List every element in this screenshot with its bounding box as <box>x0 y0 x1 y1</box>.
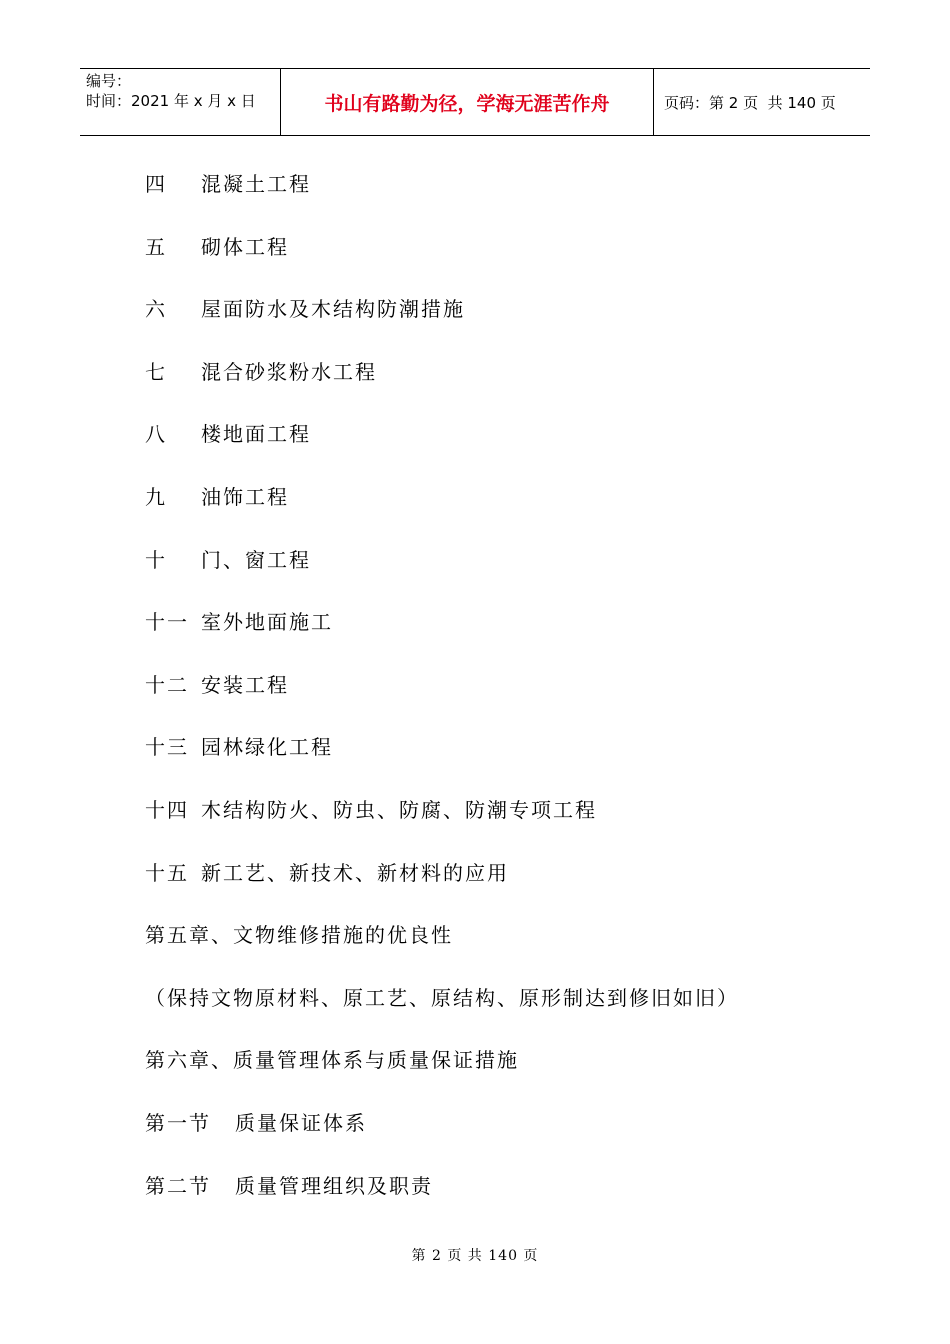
toc-item-title: 油饰工程 <box>201 484 289 509</box>
toc-item-number: 十一 <box>145 610 189 635</box>
section-number: 第一节 <box>145 1110 211 1135</box>
toc-item <box>145 230 845 293</box>
section-title: 质量管理组织及职责 <box>235 1173 433 1198</box>
toc-item-title: 楼地面工程 <box>201 422 311 447</box>
toc-item-number: 六 <box>145 297 167 322</box>
toc-item <box>145 793 845 856</box>
code-label: 编号： <box>86 72 132 90</box>
toc-item-title: 屋面防水及木结构防潮措施 <box>201 297 465 322</box>
toc-item-number: 七 <box>145 359 167 384</box>
toc-item <box>145 480 845 543</box>
toc-item-title: 砌体工程 <box>201 234 289 259</box>
toc-item-title: 安装工程 <box>201 672 289 697</box>
toc-item <box>145 292 845 355</box>
toc-item-title: 混凝土工程 <box>201 172 311 196</box>
page-info-text: 页码：第 2 页 共 140 页 <box>664 93 836 112</box>
toc-item-number: 九 <box>145 484 167 509</box>
toc-item-title: 室外地面施工 <box>201 610 333 635</box>
toc-content <box>145 167 845 1231</box>
toc-item <box>145 167 845 230</box>
toc-item-title: 新工艺、新技术、新材料的应用 <box>201 860 509 885</box>
header-motto: 书山有路勤为径，学海无涯苦作舟 <box>281 69 654 135</box>
toc-item <box>145 668 845 731</box>
toc-item-title: 混合砂浆粉水工程 <box>201 359 377 384</box>
page-footer: 第 2 页 共 140 页 <box>411 1248 539 1264</box>
toc-item <box>145 543 845 606</box>
toc-item-number: 四 <box>145 172 167 196</box>
time-label: 时间：2021 年 x 月 x 日 <box>86 92 256 110</box>
page-header <box>80 68 870 136</box>
toc-item-number: 十 <box>145 547 167 572</box>
toc-item <box>145 730 845 793</box>
toc-item <box>145 417 845 480</box>
header-page-info <box>654 69 870 135</box>
toc-item-number: 五 <box>145 234 167 259</box>
header-meta <box>80 69 281 135</box>
chapter-heading: 第五章、文物维修措施的优良性 <box>145 923 453 948</box>
toc-item-title: 木结构防火、防虫、防腐、防潮专项工程 <box>201 797 597 822</box>
toc-item <box>145 605 845 668</box>
section-item <box>145 1169 845 1232</box>
toc-item-number: 十五 <box>145 860 189 885</box>
toc-item-number: 十四 <box>145 797 189 822</box>
toc-item-title: 门、窗工程 <box>201 547 311 572</box>
toc-item <box>145 355 845 418</box>
section-title: 质量保证体系 <box>235 1110 367 1135</box>
chapter-note: （保持文物原材料、原工艺、原结构、原形制达到修旧如旧） <box>145 985 739 1010</box>
toc-item-number: 十二 <box>145 672 189 697</box>
toc-item-number: 八 <box>145 422 167 447</box>
toc-item-number: 十三 <box>145 735 189 760</box>
chapter-heading: 第六章、质量管理体系与质量保证措施 <box>145 1048 519 1073</box>
section-number: 第二节 <box>145 1173 211 1198</box>
toc-item-title: 园林绿化工程 <box>201 735 333 760</box>
section-item <box>145 1106 845 1169</box>
toc-item <box>145 856 845 919</box>
